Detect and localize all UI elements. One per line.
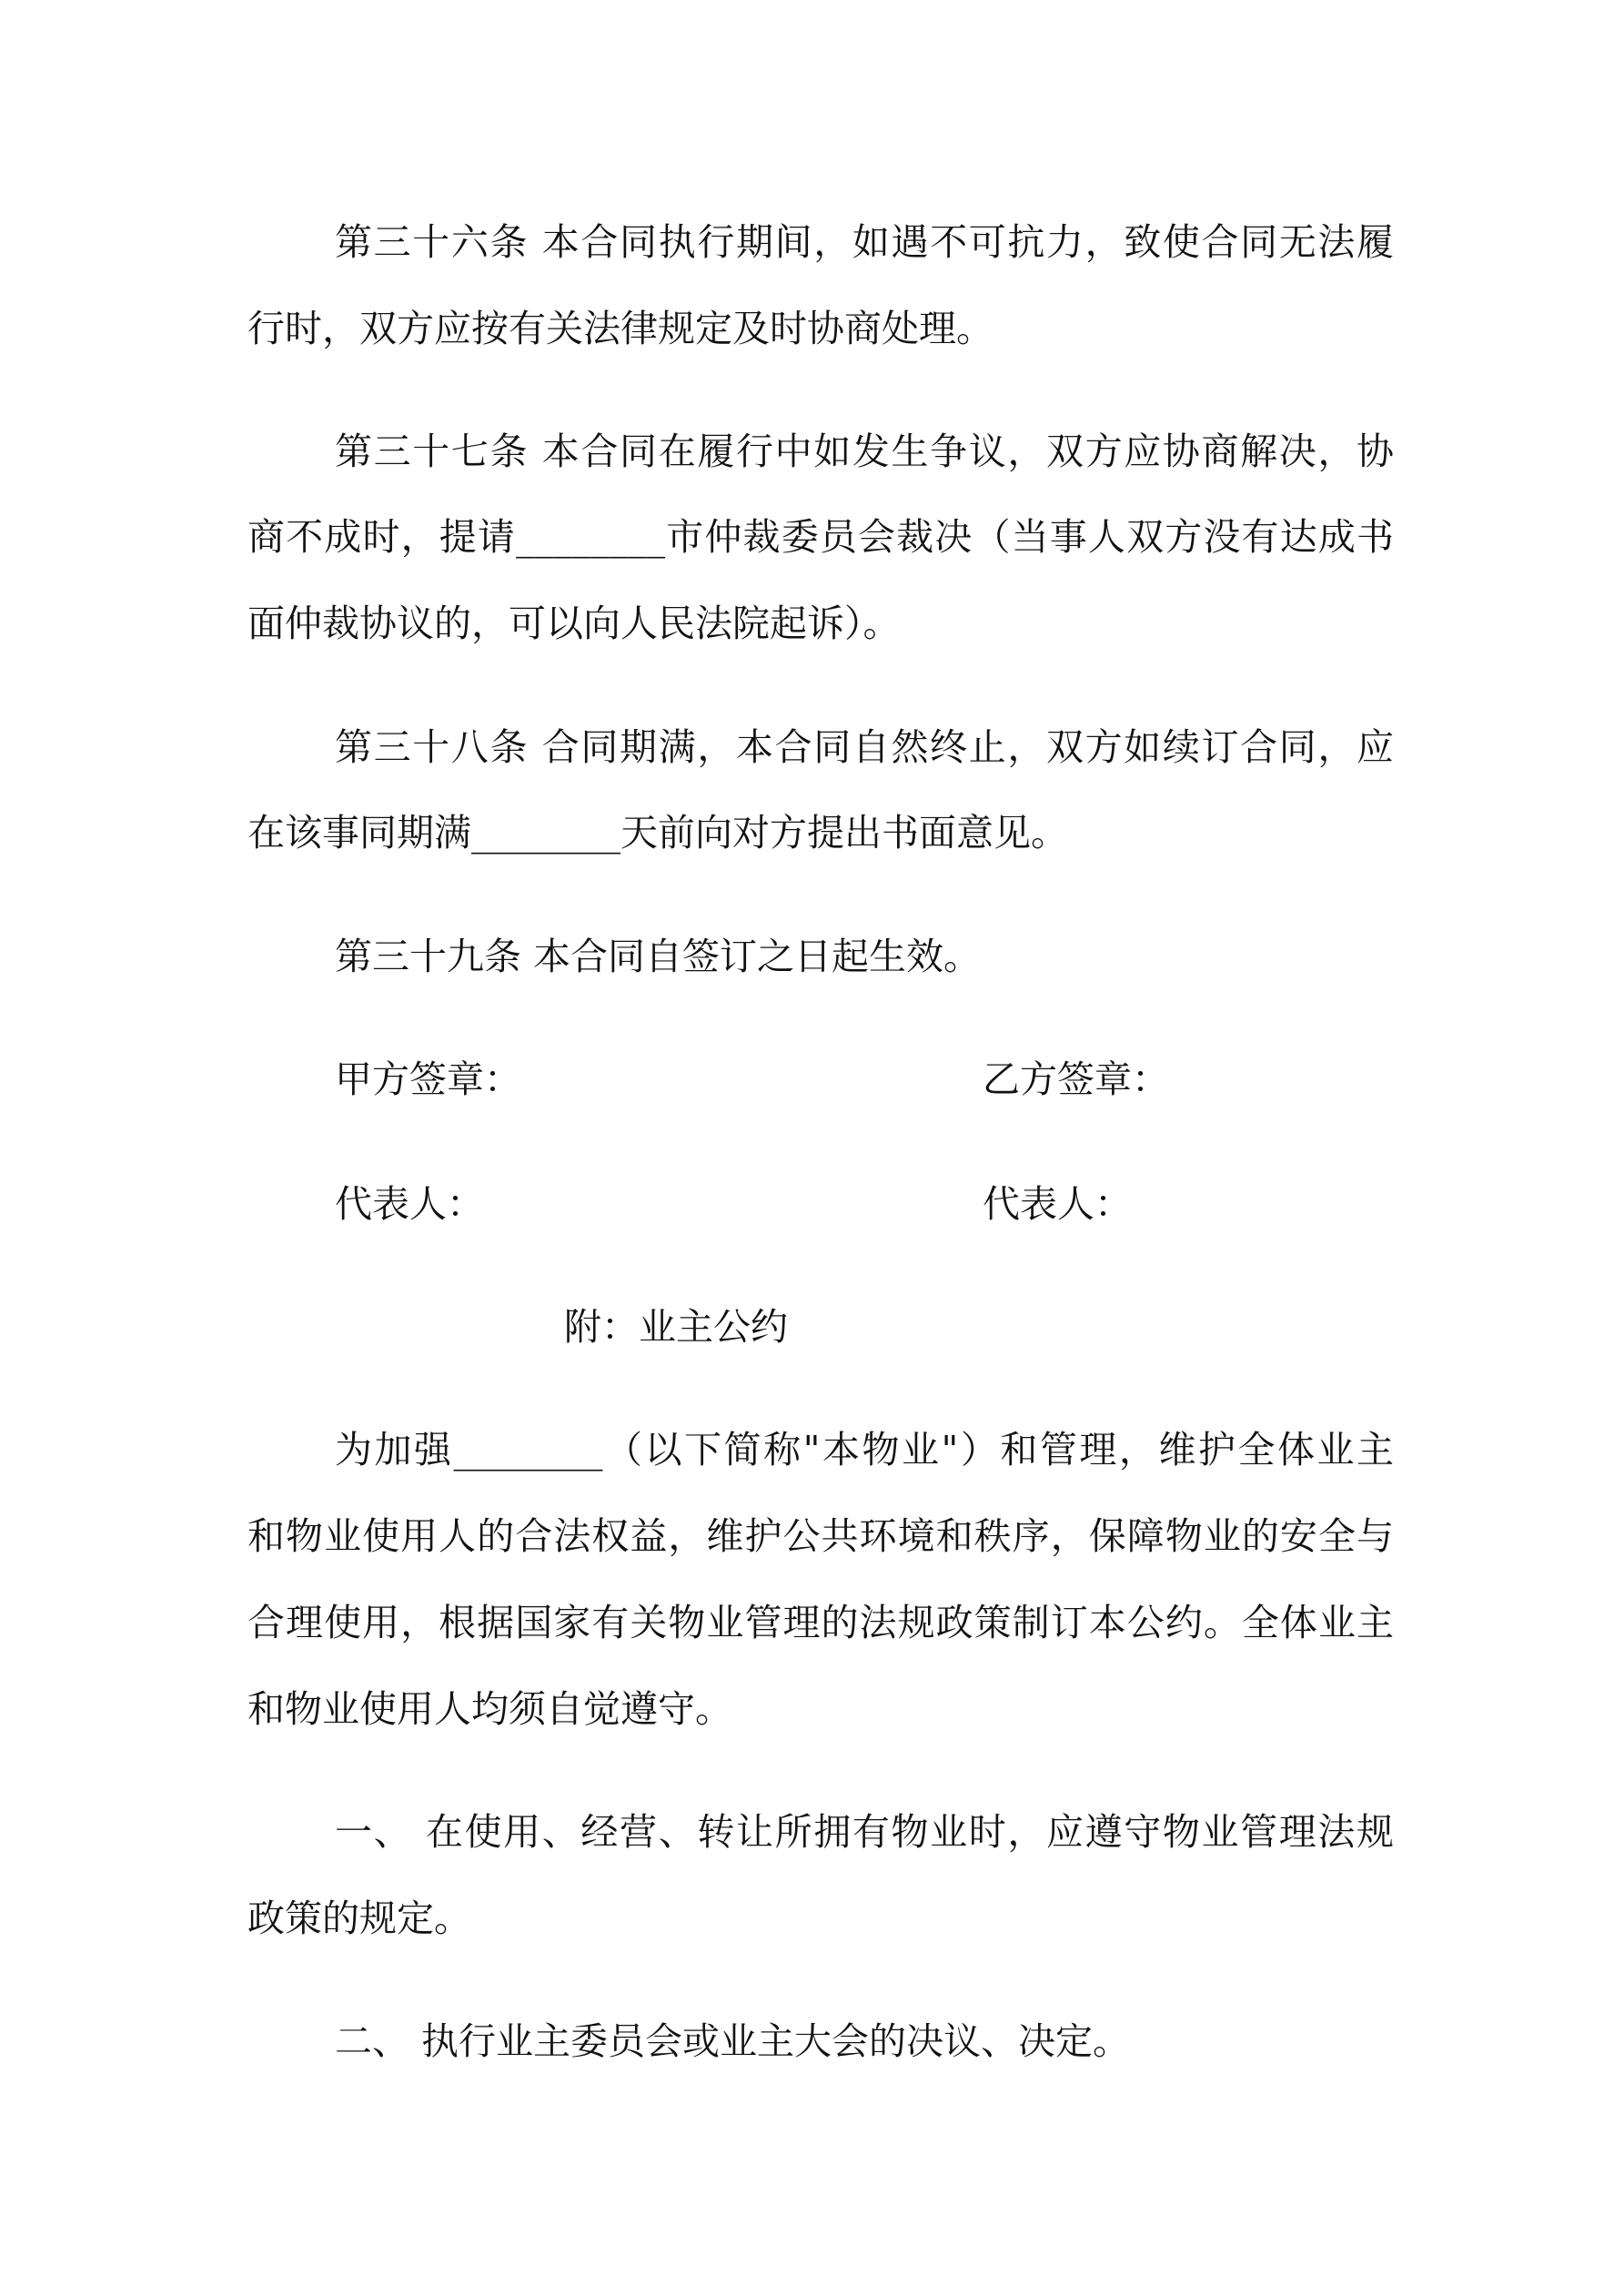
party-a-seal-label: 甲方签章： [335, 1057, 521, 1101]
article-36-line-1: 第三十六条 本合同执行期间，如遇不可抗力，致使合同无法履 [335, 220, 1394, 264]
party-b-representative-label: 代表人： [983, 1182, 1132, 1226]
preamble-line-2: 和物业使用人的合法权益，维护公共环境和秩序，保障物业的安全与 [247, 1514, 1394, 1558]
party-a-representative-label: 代表人： [335, 1182, 484, 1226]
article-37-line-3: 面仲裁协议的，可以向人民法院起诉）。 [247, 602, 901, 645]
article-36-line-2: 行时，双方应按有关法律规定及时协商处理。 [247, 307, 994, 350]
party-b-seal-label: 乙方签章： [983, 1057, 1169, 1101]
preamble-line-3: 合理使用，根据国家有关物业管理的法规政策制订本公约。全体业主 [247, 1601, 1394, 1644]
appendix-title: 附：业主公约 [564, 1305, 788, 1349]
preamble-line-1: 为加强________（以下简称"本物业"）和管理，维护全体业主 [335, 1428, 1394, 1472]
clause-1-line-1: 一、 在使用、经营、转让所拥有物业时，应遵守物业管理法规 [335, 1810, 1394, 1854]
article-37-line-1: 第三十七条 本合同在履行中如发生争议，双方应协商解决，协 [335, 430, 1394, 473]
clause-2-line-1: 二、 执行业主委员会或业主大会的决议、决定。 [335, 2019, 1131, 2063]
article-39-line-1: 第三十九条 本合同自签订之日起生效。 [335, 935, 982, 978]
article-38-line-1: 第三十八条 合同期满，本合同自然终止，双方如续订合同，应 [335, 725, 1394, 769]
clause-1-line-2: 政策的规定。 [247, 1896, 471, 1940]
article-37-line-2: 商不成时，提请________市仲裁委员会裁决（当事人双方没有达成书 [247, 515, 1394, 559]
article-38-line-2: 在该事同期满________天前向对方提出书面意见。 [247, 811, 1068, 855]
preamble-line-4: 和物业使用人均须自觉遵守。 [247, 1687, 732, 1731]
